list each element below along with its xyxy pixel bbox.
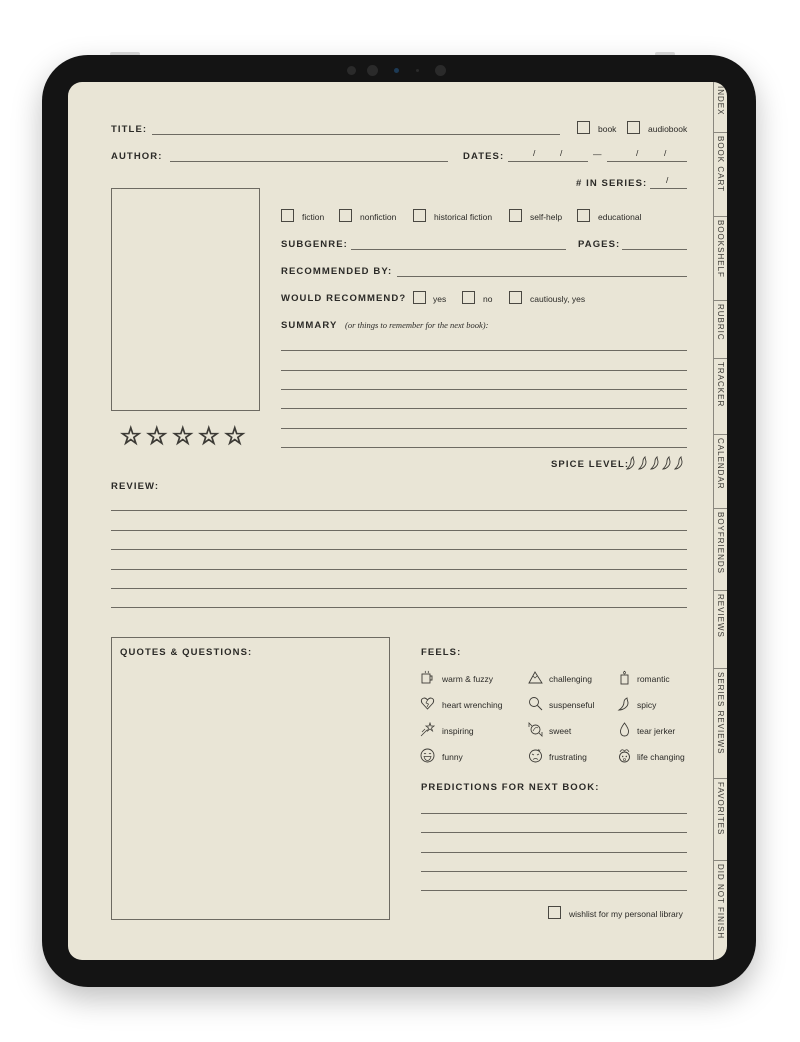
camera-bar: [342, 63, 462, 77]
feel-label: frustrating: [549, 752, 587, 762]
recommend-yes-checkbox[interactable]: [413, 291, 426, 304]
start-date-field[interactable]: [508, 161, 588, 162]
review-line[interactable]: [111, 569, 687, 570]
spice-level-label: SPICE LEVEL:: [551, 459, 630, 470]
feel-label: tear jerker: [637, 726, 676, 736]
dates-label: DATES:: [463, 151, 505, 162]
feel-label: spicy: [637, 700, 657, 710]
chili-icon[interactable]: [674, 456, 684, 470]
series-label: # IN SERIES:: [576, 178, 648, 189]
feel-label: inspiring: [442, 726, 474, 736]
chili-icon[interactable]: [638, 456, 648, 470]
feel-label: heart wrenching: [442, 700, 503, 710]
review-line[interactable]: [111, 510, 687, 511]
review-line[interactable]: [111, 588, 687, 589]
title-label: TITLE:: [111, 124, 148, 135]
summary-line[interactable]: [281, 447, 687, 448]
star-icon[interactable]: ☆: [120, 423, 142, 450]
chili-icon[interactable]: [662, 456, 672, 470]
review-line[interactable]: [111, 549, 687, 550]
author-label: AUTHOR:: [111, 151, 163, 162]
summary-line[interactable]: [281, 370, 687, 371]
genre-label: nonfiction: [360, 212, 397, 222]
frustrated-face-icon[interactable]: [528, 748, 543, 763]
tab-label: CALENDAR: [716, 438, 725, 490]
tab-label: INDEX: [716, 86, 725, 116]
tab-book-cart[interactable]: [714, 132, 727, 217]
date-slash: /: [533, 148, 536, 158]
review-line[interactable]: [111, 607, 687, 608]
tab-bookshelf[interactable]: [714, 216, 727, 301]
tab-series-reviews[interactable]: [714, 668, 727, 779]
tab-label: SERIES REVIEWS: [716, 672, 725, 755]
candle-icon[interactable]: [617, 670, 632, 685]
predictions-line[interactable]: [421, 813, 687, 814]
title-field[interactable]: [152, 134, 560, 135]
recommend-option-label: yes: [433, 294, 447, 304]
mountain-icon[interactable]: [528, 670, 543, 685]
recommend-option-label: no: [483, 294, 493, 304]
tab-did-not-finish[interactable]: [714, 860, 727, 960]
predictions-line[interactable]: [421, 871, 687, 872]
nonfiction-checkbox[interactable]: [339, 209, 352, 222]
summary-title: SUMMARY: [281, 320, 338, 331]
genre-label: self-help: [530, 212, 563, 222]
pages-label: PAGES:: [578, 239, 621, 250]
broken-heart-icon[interactable]: [420, 696, 435, 711]
fiction-checkbox[interactable]: [281, 209, 294, 222]
pages-field[interactable]: [622, 249, 687, 250]
mind-blown-icon[interactable]: [617, 748, 632, 763]
historical-fiction-checkbox[interactable]: [413, 209, 426, 222]
tab-label: RUBRIC: [716, 304, 725, 341]
shooting-star-icon[interactable]: [420, 722, 435, 737]
book-cover-box[interactable]: [111, 188, 260, 411]
predictions-line[interactable]: [421, 832, 687, 833]
summary-line[interactable]: [281, 428, 687, 429]
feels-label: FEELS:: [421, 647, 462, 658]
feel-label: warm & fuzzy: [442, 674, 494, 684]
wishlist-checkbox[interactable]: [548, 906, 561, 919]
date-slash: /: [636, 148, 639, 158]
planner-page: [68, 82, 727, 960]
tab-label: TRACKER: [716, 362, 725, 408]
tab-rubric[interactable]: [714, 300, 727, 359]
date-slash: /: [560, 148, 563, 158]
recommended-by-label: RECOMMENDED BY:: [281, 266, 393, 277]
series-field[interactable]: [650, 188, 687, 189]
feel-label: challenging: [549, 674, 593, 684]
end-date-field[interactable]: [607, 161, 687, 162]
author-field[interactable]: [170, 161, 448, 162]
star-icon[interactable]: ☆: [172, 423, 194, 450]
mug-icon[interactable]: [420, 670, 435, 685]
tab-label: BOOKSHELF: [716, 220, 725, 278]
feel-label: life changing: [637, 752, 685, 762]
audiobook-checkbox[interactable]: [627, 121, 640, 134]
would-recommend-label: WOULD RECOMMEND?: [281, 293, 407, 304]
tab-index[interactable]: [714, 82, 727, 133]
recommend-no-checkbox[interactable]: [462, 291, 475, 304]
feel-label: funny: [442, 752, 463, 762]
tab-label: REVIEWS: [716, 594, 725, 638]
genre-label: educational: [598, 212, 642, 222]
summary-note: (or things to remember for the next book):: [345, 320, 489, 330]
chili-icon[interactable]: [650, 456, 660, 470]
tab-tracker[interactable]: [714, 358, 727, 435]
predictions-label: PREDICTIONS FOR NEXT BOOK:: [421, 782, 600, 793]
book-label: book: [598, 124, 617, 134]
tab-favorites[interactable]: [714, 778, 727, 861]
chili-icon[interactable]: [617, 696, 632, 711]
recommend-option-label: cautiously, yes: [530, 294, 586, 304]
predictions-line[interactable]: [421, 852, 687, 853]
star-icon[interactable]: ☆: [146, 423, 168, 450]
star-icon[interactable]: ☆: [198, 423, 220, 450]
series-slash: /: [666, 175, 669, 185]
tab-calendar[interactable]: [714, 434, 727, 509]
summary-line[interactable]: [281, 350, 687, 351]
candy-icon[interactable]: [528, 722, 543, 737]
side-tab-bar: [713, 82, 727, 960]
wishlist-label: wishlist for my personal library: [569, 909, 683, 919]
book-checkbox[interactable]: [577, 121, 590, 134]
feel-label: suspenseful: [549, 700, 595, 710]
review-line[interactable]: [111, 530, 687, 531]
tab-label: FAVORITES: [716, 782, 725, 836]
summary-line[interactable]: [281, 389, 687, 390]
summary-line[interactable]: [281, 408, 687, 409]
audiobook-label: audiobook: [648, 124, 688, 134]
predictions-line[interactable]: [421, 890, 687, 891]
self-help-checkbox[interactable]: [509, 209, 522, 222]
subgenre-label: SUBGENRE:: [281, 239, 348, 250]
star-icon[interactable]: ☆: [224, 423, 246, 450]
summary-label: [281, 320, 488, 331]
magnifier-icon[interactable]: [528, 696, 543, 711]
recommend-cautiously-checkbox[interactable]: [509, 291, 522, 304]
quotes-label: QUOTES & QUESTIONS:: [120, 647, 253, 658]
review-label: REVIEW:: [111, 481, 160, 492]
tab-reviews[interactable]: [714, 590, 727, 669]
chili-icon[interactable]: [626, 456, 636, 470]
educational-checkbox[interactable]: [577, 209, 590, 222]
subgenre-field[interactable]: [351, 249, 566, 250]
date-dash: —: [593, 149, 602, 159]
quotes-box[interactable]: [111, 637, 390, 920]
tab-boyfriends[interactable]: [714, 508, 727, 591]
laughing-face-icon[interactable]: [420, 748, 435, 763]
tab-label: DID NOT FINISH: [716, 864, 725, 940]
date-slash: /: [664, 148, 667, 158]
genre-label: historical fiction: [434, 212, 493, 222]
recommended-by-field[interactable]: [397, 276, 687, 277]
feel-label: romantic: [637, 674, 670, 684]
genre-label: fiction: [302, 212, 325, 222]
tab-label: BOOK CART: [716, 136, 725, 192]
tear-drop-icon[interactable]: [617, 722, 632, 737]
tab-label: BOYFRIENDS: [716, 512, 725, 575]
feel-label: sweet: [549, 726, 572, 736]
